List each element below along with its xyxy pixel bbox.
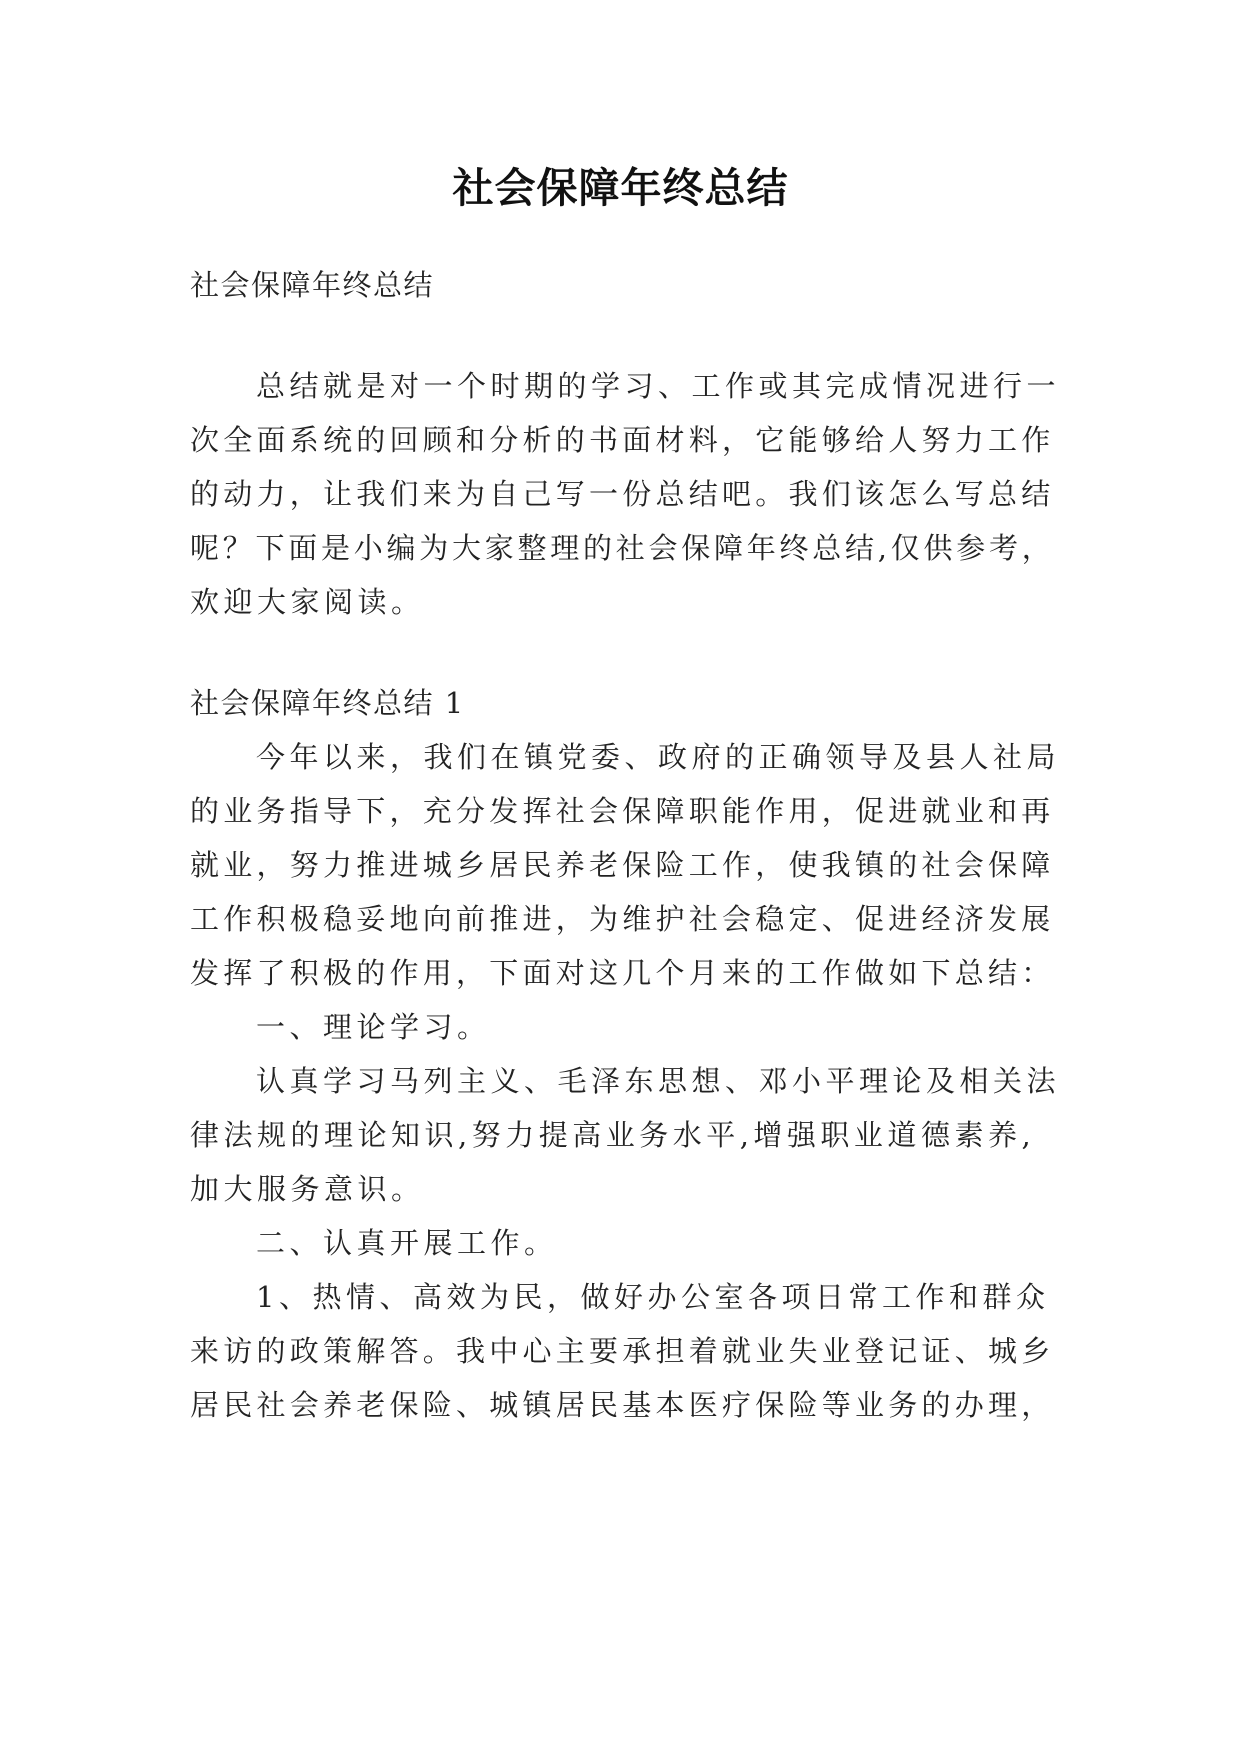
intro-line: 的动力，让我们来为自己写一份总结吧。我们该怎么写总结 [190, 477, 1055, 511]
paragraph-line: 今年以来，我们在镇党委、政府的正确领导及县人社局 [256, 740, 1061, 774]
paragraph-line: 居民社会养老保险、城镇居民基本医疗保险等业务的办理， [190, 1388, 1055, 1422]
intro-line: 次全面系统的回顾和分析的书面材料，它能够给人努力工作 [190, 423, 1055, 457]
intro-line: 欢迎大家阅读。 [190, 585, 425, 619]
paragraph-line: 1、热情、高效为民，做好办公室各项日常工作和群众 [256, 1280, 1050, 1314]
item-heading: 一、理论学习。 [256, 1010, 491, 1044]
paragraph-line: 就业，努力推进城乡居民养老保险工作，使我镇的社会保障 [190, 848, 1055, 882]
paragraph-line: 发挥了积极的作用，下面对这几个月来的工作做如下总结： [190, 956, 1055, 990]
intro-line: 总结就是对一个时期的学习、工作或其完成情况进行一 [256, 369, 1061, 403]
paragraph-line: 来访的政策解答。我中心主要承担着就业失业登记证、城乡 [190, 1334, 1055, 1368]
document-subtitle: 社会保障年终总结 [190, 268, 435, 302]
paragraph-line: 工作积极稳妥地向前推进，为维护社会稳定、促进经济发展 [190, 902, 1055, 936]
paragraph-line: 认真学习马列主义、毛泽东思想、邓小平理论及相关法 [256, 1064, 1061, 1098]
paragraph-line: 律法规的理论知识,努力提高业务水平,增强职业道德素养, [190, 1118, 1036, 1152]
paragraph-line: 加大服务意识。 [190, 1172, 425, 1206]
section-heading: 社会保障年终总结 1 [190, 686, 465, 720]
paragraph-line: 的业务指导下，充分发挥社会保障职能作用，促进就业和再 [190, 794, 1055, 828]
item-heading: 二、认真开展工作。 [256, 1226, 558, 1260]
document-title: 社会保障年终总结 [452, 164, 789, 212]
intro-line: 呢？下面是小编为大家整理的社会保障年终总结,仅供参考， [190, 531, 1055, 565]
